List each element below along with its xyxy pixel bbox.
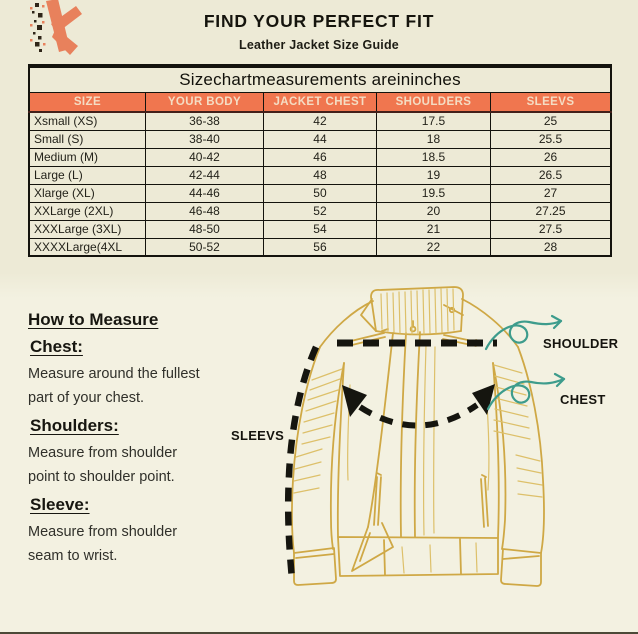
table-caption-row [29,66,611,92]
table-row [29,166,611,184]
value-cell: 19.5 [376,184,490,202]
value-cell: 44-46 [145,184,263,202]
column-header: SIZE [29,92,145,112]
value-cell: 52 [264,202,377,220]
measure-text: part of your chest. [28,389,145,406]
column-header: SHOULDERS [376,92,490,112]
size-cell: Small (S) [29,130,145,148]
measure-text: Measure from shoulder [28,524,178,540]
value-cell: 17.5 [376,112,490,130]
size-table-body [29,112,611,256]
measure-heading: Chest: [30,337,83,356]
column-header: JACKET CHEST [264,92,377,112]
measure-section-shoulders [28,416,238,489]
value-cell: 18 [376,130,490,148]
measure-text: Measure from shoulder [28,445,178,461]
measure-section-chest [28,337,238,410]
size-table-header-row [29,92,611,112]
value-cell: 26.5 [491,166,612,184]
value-cell: 42-44 [145,166,263,184]
measure-section-sleeve [28,495,238,568]
sleeve-label: SLEEVS [231,428,285,443]
value-cell: 20 [376,202,490,220]
value-cell: 22 [376,238,490,256]
table-row [29,112,611,130]
shoulder-label: SHOULDER [543,336,619,351]
measure-heading: Shoulders: [30,416,119,435]
value-cell: 44 [264,130,377,148]
measure-guide [28,310,238,568]
value-cell: 48-50 [145,220,263,238]
value-cell: 25.5 [491,130,612,148]
table-row [29,238,611,256]
table-row [29,220,611,238]
measure-heading: Sleeve: [30,495,90,514]
measure-text: Measure around the fullest [28,366,200,382]
chest-arrowhead-right [472,384,495,415]
measure-guide-title: How to Measure [28,310,159,329]
value-cell: 27.25 [491,202,612,220]
column-header: SLEEVS [491,92,612,112]
measure-text: point to shoulder point. [28,468,175,485]
value-cell: 48 [264,166,377,184]
size-cell: XXXXLarge(4XL [29,238,145,256]
size-chart-table [28,64,612,257]
value-cell: 28 [491,238,612,256]
value-cell: 25 [491,112,612,130]
size-cell: Xlarge (XL) [29,184,145,202]
chest-label: CHEST [560,392,606,407]
page-subtitle: Leather Jacket Size Guide [239,38,399,52]
value-cell: 27 [491,184,612,202]
sleeve-measure-line [288,347,316,579]
size-cell: Medium (M) [29,148,145,166]
value-cell: 50 [264,184,377,202]
column-header: YOUR BODY [145,92,263,112]
value-cell: 38-40 [145,130,263,148]
value-cell: 40-42 [145,148,263,166]
table-row [29,130,611,148]
size-chart [28,64,612,257]
table-caption: Sizechartmeasurements areininches [29,66,611,92]
size-cell: XXLarge (2XL) [29,202,145,220]
table-row [29,184,611,202]
measure-text: seam to wrist. [28,547,118,564]
value-cell: 54 [264,220,377,238]
value-cell: 19 [376,166,490,184]
value-cell: 36-38 [145,112,263,130]
table-row [29,202,611,220]
value-cell: 27.5 [491,220,612,238]
page-title: FIND YOUR PERFECT FIT [203,11,435,31]
table-row [29,148,611,166]
value-cell: 46 [264,148,377,166]
value-cell: 21 [376,220,490,238]
size-cell: Large (L) [29,166,145,184]
chest-measure-line [360,405,477,426]
value-cell: 50-52 [145,238,263,256]
size-cell: Xsmall (XS) [29,112,145,130]
value-cell: 56 [264,238,377,256]
value-cell: 18.5 [376,148,490,166]
value-cell: 46-48 [145,202,263,220]
value-cell: 26 [491,148,612,166]
size-cell: XXXLarge (3XL) [29,220,145,238]
value-cell: 42 [264,112,377,130]
